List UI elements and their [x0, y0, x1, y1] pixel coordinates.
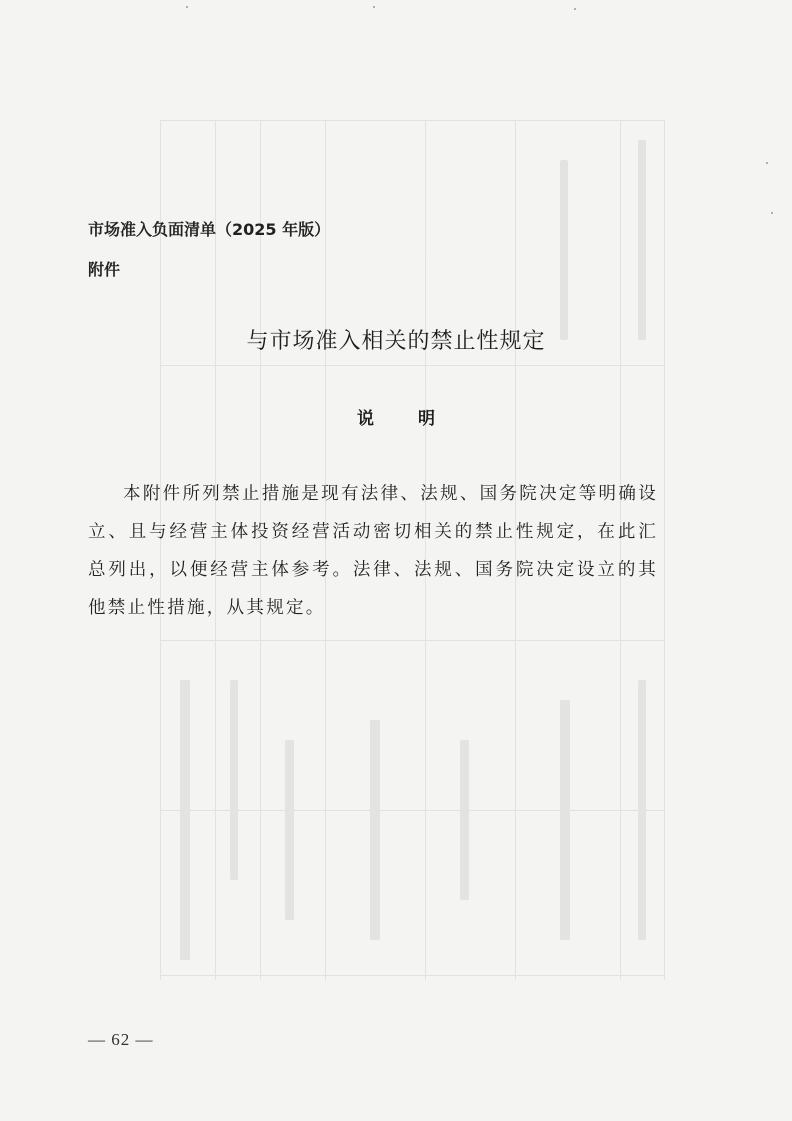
- annex-label: 附件: [88, 260, 121, 279]
- document-title: 与市场准入相关的禁止性规定: [246, 329, 546, 354]
- scan-speck: [766, 162, 768, 164]
- scan-speck: [771, 212, 773, 214]
- body-text: [88, 475, 658, 627]
- page-number: — 62 —: [88, 1030, 154, 1049]
- body-paragraph: 本附件所列禁止措施是现有法律、法规、国务院决定等明确设立、且与经营主体投资经营活动密切相关的禁止性规定，在此汇总列出，以便经营主体参考。法律、法规、国务院决定设立的其他禁止性措施，从其规定。: [88, 484, 658, 618]
- section-heading: 说明: [357, 409, 479, 429]
- document-header-title: 市场准入负面清单（2025 年版）: [88, 220, 331, 239]
- scan-speck: [373, 6, 375, 8]
- scan-speck: [186, 6, 188, 8]
- scan-speck: [574, 8, 576, 10]
